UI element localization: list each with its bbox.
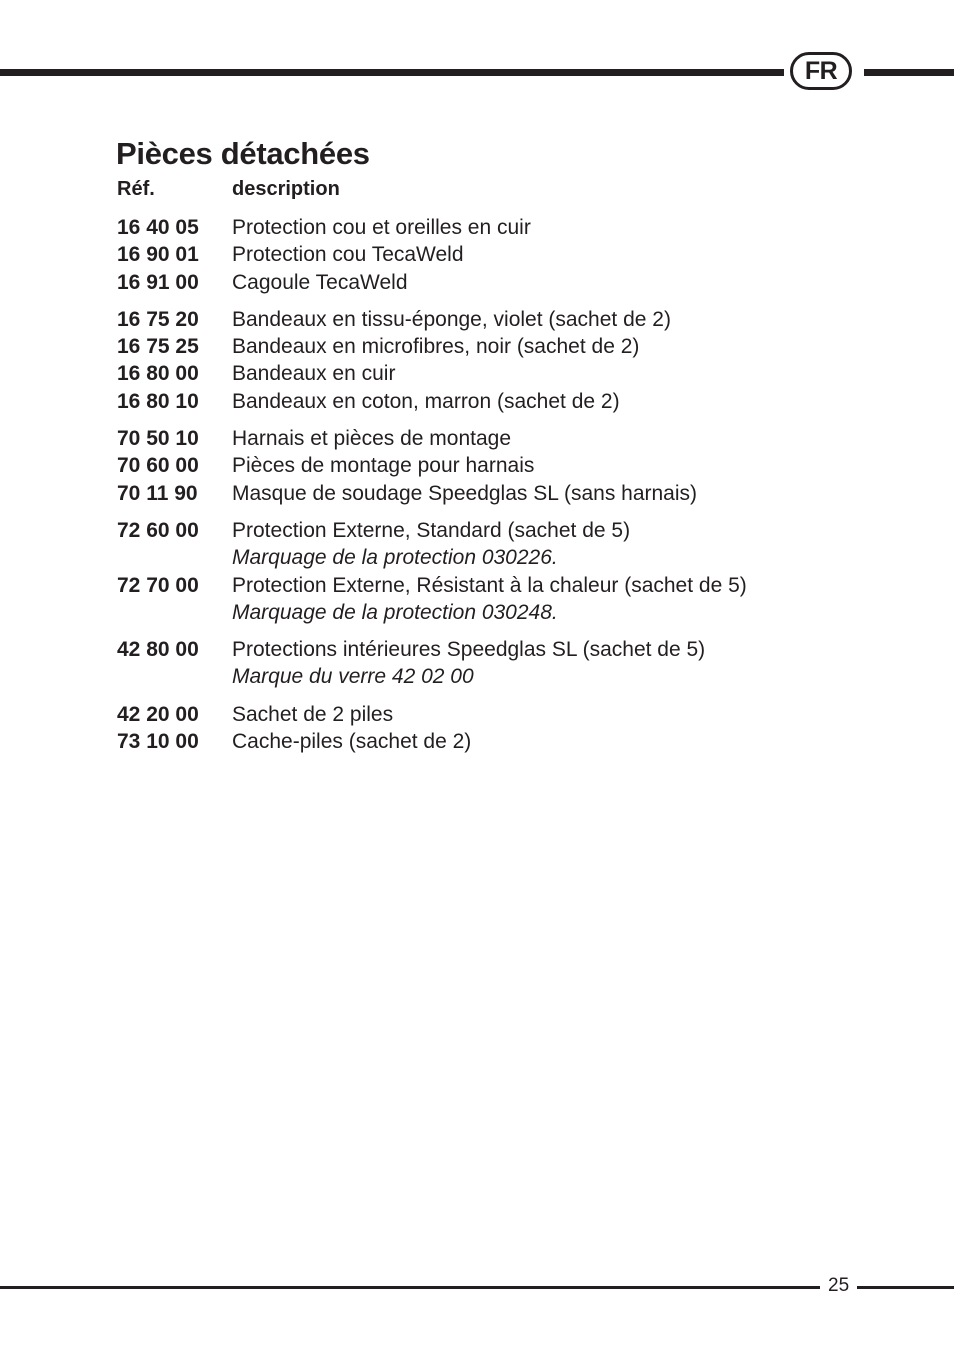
part-row — [117, 517, 877, 544]
part-row — [117, 480, 877, 507]
part-description: Sachet de 2 piles — [232, 702, 394, 726]
part-ref: 42 80 00 — [117, 638, 199, 662]
part-description: Protection cou TecaWeld — [232, 243, 464, 267]
part-row — [117, 333, 877, 360]
part-row — [117, 636, 877, 663]
part-ref: 73 10 00 — [117, 730, 199, 754]
description-column-header: description — [232, 178, 340, 200]
top-rule-end — [864, 69, 954, 76]
part-note-row — [117, 599, 877, 626]
part-row — [117, 452, 877, 479]
part-ref: 70 11 90 — [117, 481, 198, 505]
part-note-row — [117, 544, 877, 571]
part-description: Bandeaux en cuir — [232, 362, 396, 386]
part-row — [117, 269, 877, 296]
part-ref: 16 75 20 — [117, 307, 199, 331]
part-description: Harnais et pièces de montage — [232, 427, 511, 451]
part-row — [117, 306, 877, 333]
ref-column-header: Réf. — [117, 178, 155, 200]
part-row — [117, 701, 877, 728]
top-rule — [0, 69, 784, 76]
language-badge: FR — [790, 52, 852, 90]
part-ref: 16 80 10 — [117, 389, 199, 413]
part-description: Protection Externe, Standard (sachet de 5) — [232, 518, 631, 542]
part-ref: 72 60 00 — [117, 518, 199, 542]
part-description: Bandeaux en microfibres, noir (sachet de 2) — [232, 335, 640, 359]
ref-spacer — [117, 599, 232, 626]
part-description: Protection cou et oreilles en cuir — [232, 216, 531, 239]
part-note: Marque du verre 42 02 00 — [232, 665, 474, 689]
parts-group — [117, 517, 877, 626]
part-row — [117, 360, 877, 387]
part-description: Protection Externe, Résistant à la chaleur (sachet de 5) — [232, 573, 747, 597]
page-title: Pièces détachées — [116, 136, 370, 171]
page-number: 25 — [828, 1275, 850, 1296]
part-note: Marquage de la protection 030226. — [232, 546, 558, 570]
parts-group — [117, 425, 877, 507]
part-row — [117, 214, 877, 241]
part-row — [117, 388, 877, 415]
ref-spacer — [117, 663, 232, 690]
part-row — [117, 425, 877, 452]
part-note-row — [117, 663, 877, 690]
part-ref: 16 40 05 — [117, 216, 199, 239]
part-ref: 16 91 00 — [117, 270, 199, 294]
part-description: Masque de soudage Speedglas SL (sans harnais) — [232, 481, 698, 505]
part-ref: 70 60 00 — [117, 454, 199, 478]
part-description: Protections intérieures Speedglas SL (sachet de 5) — [232, 638, 706, 662]
part-note: Marquage de la protection 030248. — [232, 600, 558, 624]
parts-group — [117, 306, 877, 415]
part-description: Bandeaux en coton, marron (sachet de 2) — [232, 389, 620, 413]
parts-group — [117, 636, 877, 691]
bottom-rule-end — [857, 1286, 954, 1289]
ref-spacer — [117, 544, 232, 571]
part-description: Bandeaux en tissu-éponge, violet (sachet de 2) — [232, 307, 671, 331]
parts-group — [117, 701, 877, 756]
part-description: Cache-piles (sachet de 2) — [232, 730, 472, 754]
part-row — [117, 728, 877, 755]
part-description: Cagoule TecaWeld — [232, 270, 408, 294]
parts-list — [117, 214, 877, 765]
part-description: Pièces de montage pour harnais — [232, 454, 535, 478]
part-ref: 16 75 25 — [117, 335, 199, 359]
part-ref: 70 50 10 — [117, 427, 199, 451]
part-ref: 16 80 00 — [117, 362, 199, 386]
part-ref: 16 90 01 — [117, 243, 199, 267]
parts-group — [117, 214, 877, 296]
part-ref: 72 70 00 — [117, 573, 199, 597]
part-ref: 42 20 00 — [117, 702, 199, 726]
part-row — [117, 241, 877, 268]
part-row — [117, 572, 877, 599]
bottom-rule — [0, 1286, 820, 1289]
